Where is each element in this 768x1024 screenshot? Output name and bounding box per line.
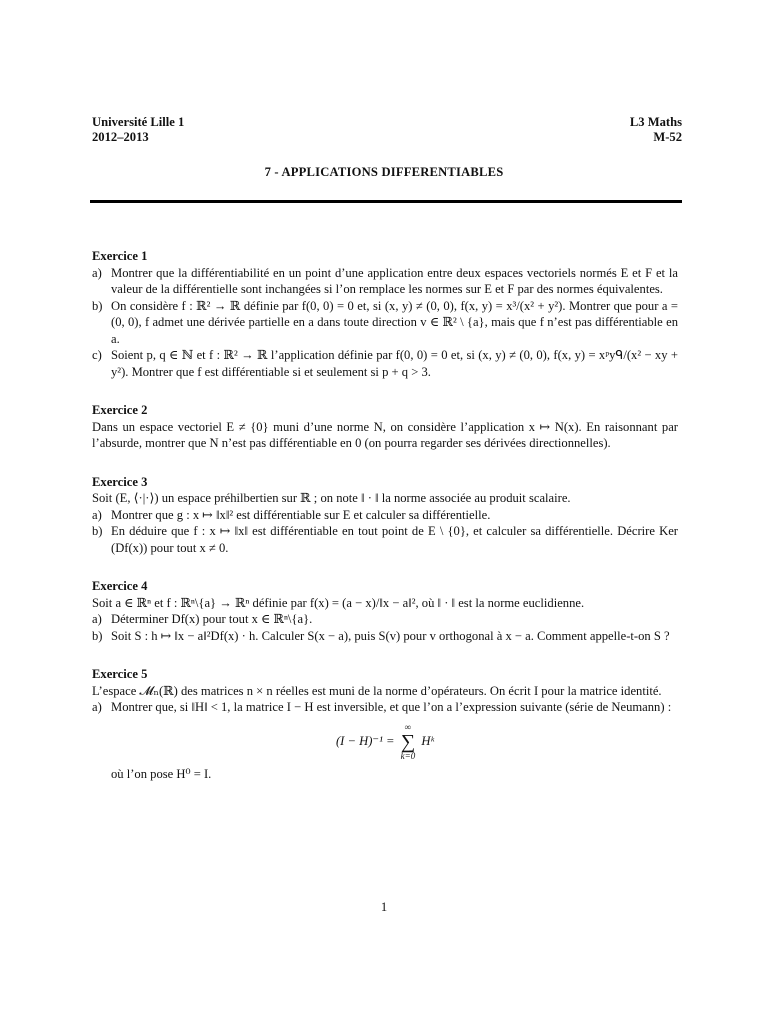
sum-lower-bound: k=0 bbox=[400, 750, 416, 761]
sum-operator bbox=[401, 722, 416, 762]
item-label: a) bbox=[92, 507, 102, 522]
exercise-intro: Dans un espace vectoriel E ≠ {0} muni d’une norme N, on considère l’application x ↦ N(x). En raisonnant par l’absurde, montrer que N n’est pas différentiable en 0 (on pourra regarder ses dérivées directionnelles). bbox=[92, 419, 678, 450]
header-right bbox=[630, 115, 682, 145]
exercise-item bbox=[92, 298, 678, 348]
item-label: a) bbox=[92, 700, 102, 714]
exercise-heading: Exercice 3 bbox=[92, 474, 148, 489]
item-text: Déterminer Df(x) pour tout x ∈ ℝⁿ\{a}. bbox=[111, 612, 313, 626]
academic-year: 2012–2013 bbox=[92, 130, 149, 144]
item-text: Soit S : h ↦ ‖x − a‖²Df(x) · h. Calculer S(x − a), puis S(v) pour v orthogonal à x − a. Comment appelle-t-on S ? bbox=[111, 628, 670, 643]
item-label: a) bbox=[92, 265, 102, 280]
exercise-intro: L’espace 𝓜ₙ(ℝ) des matrices n × n réelles est muni de la norme d’opérateurs. On écrit I pour la matrice identité. bbox=[92, 683, 662, 698]
item-label: b) bbox=[92, 524, 103, 538]
exercise-4 bbox=[92, 578, 678, 644]
neumann-series-formula bbox=[92, 722, 678, 762]
exercise-2 bbox=[92, 402, 678, 452]
exercise-1 bbox=[92, 248, 678, 380]
exercise-item bbox=[92, 265, 678, 298]
exercise-intro: Soit a ∈ ℝⁿ et f : ℝⁿ\{a} → ℝⁿ définie par f(x) = (a − x)/‖x − a‖², où ‖ · ‖ est la norme euclidienne. bbox=[92, 595, 585, 610]
exercise-list bbox=[92, 248, 678, 804]
course-level: L3 Maths bbox=[629, 115, 682, 129]
sigma-symbol: ∑ bbox=[400, 730, 416, 753]
item-label: a) bbox=[92, 612, 102, 626]
page-header bbox=[92, 115, 682, 145]
exercise-heading: Exercice 5 bbox=[92, 667, 148, 681]
item-text: Montrer que la différentiabilité en un point d’une application entre deux espaces vectoriels normés E et F et la valeur de la différentielle sont inchangées si l’on remplace les normes sur E et F par des normes équivalentes. bbox=[111, 265, 678, 296]
exercise-heading: Exercice 1 bbox=[92, 249, 148, 263]
exercise-item bbox=[92, 628, 678, 645]
title-rule bbox=[90, 200, 682, 203]
exercise-heading: Exercice 2 bbox=[92, 403, 148, 417]
page-number: 1 bbox=[380, 900, 388, 914]
exercise-item bbox=[92, 611, 678, 628]
exercise-heading: Exercice 4 bbox=[92, 579, 148, 593]
sum-upper-bound: ∞ bbox=[404, 721, 412, 732]
page-title: 7 - APPLICATIONS DIFFERENTIABLES bbox=[264, 165, 504, 179]
course-code: M-52 bbox=[653, 130, 682, 144]
formula-note-text: où l’on pose H⁰ = I. bbox=[111, 766, 212, 781]
exercise-item bbox=[92, 507, 678, 524]
exercise-item bbox=[92, 523, 678, 556]
formula-right: Hᵏ bbox=[421, 733, 435, 748]
formula-note bbox=[92, 766, 678, 783]
header-left bbox=[92, 115, 184, 145]
exercise-5 bbox=[92, 666, 678, 782]
exercise-item bbox=[92, 347, 678, 380]
item-text: En déduire que f : x ↦ ‖x‖ est différentiable en tout point de E \ {0}, et calculer sa différentielle. Décrire Ker (Df(x)) pour tout x ≠ 0. bbox=[111, 524, 678, 555]
item-text: Montrer que g : x ↦ ‖x‖² est différentiable sur E et calculer sa différentielle. bbox=[111, 507, 491, 522]
item-text: Montrer que, si ‖H‖ < 1, la matrice I − H est inversible, et que l’on a l’expression suivante (série de Neumann) : bbox=[111, 700, 672, 714]
formula-left: (I − H)⁻¹ = bbox=[335, 733, 395, 748]
item-text: On considère f : ℝ² → ℝ définie par f(0, 0) = 0 et, si (x, y) ≠ (0, 0), f(x, y) = x³/(x² + y²). Montrer que pour a = (0, 0), f admet une dérivée partielle en a dans toute direction v ∈ ℝ² \ {a}, mais que f n’est pas différentiable en a. bbox=[111, 298, 678, 346]
exercise-item bbox=[92, 699, 678, 716]
item-label: b) bbox=[92, 628, 103, 643]
item-label: b) bbox=[92, 298, 103, 313]
item-label: c) bbox=[92, 348, 102, 362]
item-text: Soient p, q ∈ ℕ et f : ℝ² → ℝ l’application définie par f(0, 0) = 0 et, si (x, y) ≠ (0, 0), f(x, y) = xᵖyᑫ/(x² − xy + y²). Montrer que f est différentiable si et seulement si p + q > 3. bbox=[111, 348, 678, 379]
exercise-3 bbox=[92, 474, 678, 557]
university-name: Université Lille 1 bbox=[92, 115, 185, 129]
exercise-intro: Soit (E, ⟨·|·⟩) un espace préhilbertien sur ℝ ; on note ‖ · ‖ la norme associée au produit scalaire. bbox=[92, 491, 571, 505]
